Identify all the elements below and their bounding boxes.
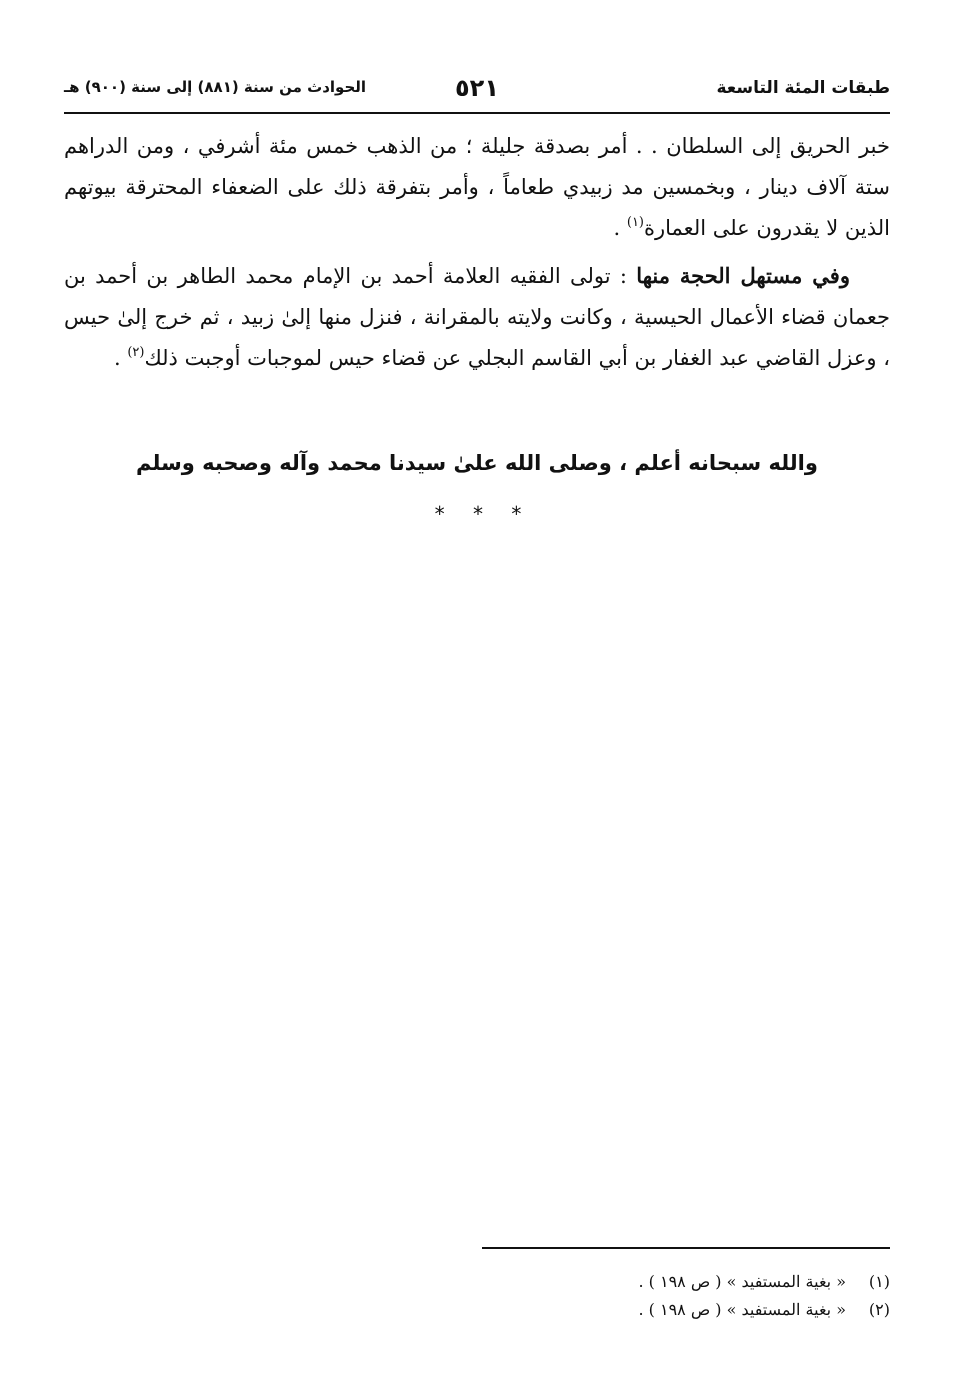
paragraph-2 xyxy=(64,255,890,379)
paragraph-1-text: خبر الحريق إلى السلطان . . أمر بصدقة جليلة ؛ من الذهب خمس مئة أشرفي ، ومن الدراهم ستة آلاف دينار ، وبخمسين مد زبيدي طعاماً ، وأمر بتفرقة ذلك على الضعفاء المحترقة بيوتهم الذين لا يقدرون على العمارة xyxy=(64,134,890,240)
paragraph-2-text: : تولى الفقيه العلامة أحمد بن الإمام محمد الطاهر بن أحمد بن جعمان قضاء الأعمال الحيسية ، وكانت ولايته بالمقرانة ، فنزل منها إلىٰ زبيد ، ثم خرج إلىٰ حيس ، وعزل القاضي عبد الغفار بن أبي القاسم البجلي عن قضاء حيس لموجبات أوجبت ذلك xyxy=(64,264,890,370)
paragraph-2-tail: . xyxy=(113,346,128,370)
footnote-number: (٢) xyxy=(868,1300,890,1319)
paragraph-1-tail: . xyxy=(613,216,627,240)
footnotes xyxy=(390,1268,890,1324)
section-separator: * * * xyxy=(434,502,522,526)
running-header xyxy=(64,72,890,106)
main-text xyxy=(64,126,890,379)
footnote-ref-2: (٢) xyxy=(127,345,145,360)
footnote-text: « بغية المستفيد » ( ص ١٩٨ ) . xyxy=(638,1272,846,1291)
closing-doxology: والله سبحانه أعلم ، وصلى الله علىٰ سيدنا محمد وآله وصحبه وسلم xyxy=(136,451,818,475)
paragraph-1 xyxy=(64,126,890,249)
header-rule xyxy=(64,112,890,114)
book-title: طبقات المئة التاسعة xyxy=(716,78,890,98)
footnote-rule xyxy=(482,1247,890,1249)
footnote-ref-1: (١) xyxy=(626,215,644,230)
footnote-item xyxy=(390,1268,890,1296)
footnote-text: « بغية المستفيد » ( ص ١٩٨ ) . xyxy=(638,1300,846,1319)
footnote-number: (١) xyxy=(868,1272,890,1291)
section-title: الحوادث من سنة (٨٨١) إلى سنة (٩٠٠) هـ xyxy=(64,78,367,96)
page-number: ٥٢١ xyxy=(455,74,499,102)
footnote-item xyxy=(390,1296,890,1324)
paragraph-2-lead: وفي مستهل الحجة منها xyxy=(636,263,850,288)
